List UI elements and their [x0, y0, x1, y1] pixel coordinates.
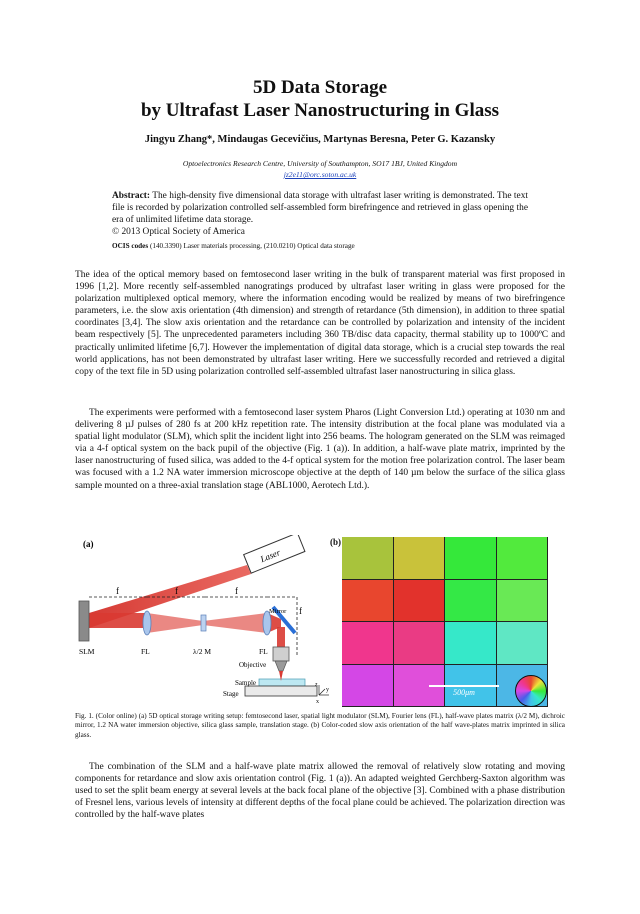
stage-label: Stage — [223, 690, 239, 698]
figure-1a-setup — [75, 535, 335, 710]
abstract-text: The high-density five dimensional data storage with ultrafast laser writing is demonstrated. The text file is recorded by polarization controlled self-assembled form birefringence and retrieved in glass opening the era of unlimited lifetime data storage. — [112, 191, 528, 225]
axis-z: z — [315, 682, 318, 688]
slm-element — [79, 601, 89, 641]
ocis-text: (140.3390) Laser materials processing, (210.0210) Optical data storage — [149, 242, 355, 250]
half-wave-plate-matrix — [201, 615, 206, 631]
body-paragraph-3: The combination of the SLM and a half-wave plate matrix allowed the removal of relatively slow rotating and moving components for retardance and slow axis orientation control (Fig. 1 (a)). An adapted weighted Gerchberg-Saxton algorithm was used to set the split beam energy at several levels at the back focal plane of the objective [3]. Combined with a phase distribution of Fresnel lens, various levels of intensity at different depths of the focal plane could be achieved. The polarization direction was controlled by the half-wave plates — [75, 762, 565, 821]
copyright: © 2013 Optical Society of America — [112, 227, 245, 237]
author-list: Jingyu Zhang*, Mindaugas Gecevičius, Martynas Beresna, Peter G. Kazansky — [144, 134, 496, 145]
slm-label: SLM — [79, 647, 95, 656]
half-wave-label: λ/2 M — [193, 647, 212, 656]
matrix-cell — [445, 537, 496, 579]
matrix-cell — [497, 537, 548, 579]
axis-x: x — [316, 699, 319, 705]
mirror-label: Mirror — [269, 608, 287, 615]
email-row — [0, 170, 640, 179]
beam-fan-1 — [147, 613, 203, 633]
abstract — [112, 190, 528, 238]
translation-stage — [245, 686, 317, 696]
matrix-cell — [342, 622, 393, 664]
scale-bar — [427, 685, 501, 697]
laser-label: Laser — [258, 547, 282, 565]
matrix-cell — [342, 537, 393, 579]
affiliation: Optoelectronics Research Centre, University of Southampton, SO17 1BJ, United Kingdom — [182, 159, 458, 168]
ocis-label: OCIS codes — [112, 242, 149, 250]
email-link[interactable]: jz2e11@orc.soton.ac.uk — [283, 170, 357, 179]
matrix-cell — [497, 580, 548, 622]
color-wheel-legend — [515, 675, 547, 707]
fl1-label: FL — [141, 647, 150, 656]
beam-fan-2 — [203, 613, 267, 633]
body-paragraph-2: The experiments were performed with a femtosecond laser system Pharos (Light Conversion Ltd.) operating at 1030 nm and delivering 8 µJ pulses of 280 fs at 200 kHz repetition rate. The intensity distribution at the focal plane was modulated via a spatial light modulator (SLM), which split the incident light into 256 beams. The hologram generated on the SLM was reimaged via a 4-f optical system on the back pupil of the objective (Fig. 1 (a)). In addition, a half-wave plate matrix, imprinted by the laser nanostructuring of fused silica, was added to the 4-f optical system for the motion free polarization control. The laser beam was focused with a 1.2 NA water immersion microscope objective at the depth of 140 µm below the surface of the silica glass sample mounted on a three-axial translation stage (ABL1000, Aerotech Ltd.). — [75, 408, 565, 491]
matrix-cell — [394, 622, 445, 664]
matrix-cell — [342, 665, 393, 707]
panel-b-label: (b) — [330, 537, 341, 547]
objective-lens — [273, 647, 289, 671]
matrix-cell — [342, 580, 393, 622]
f-label-3: f — [235, 586, 238, 596]
matrix-cell — [497, 622, 548, 664]
matrix-cell — [445, 580, 496, 622]
f-label-2: f — [175, 586, 178, 596]
beam-to-fl — [89, 613, 147, 628]
f-label-4: f — [299, 606, 302, 616]
fl2-label: FL — [259, 647, 268, 656]
matrix-cell — [445, 622, 496, 664]
f-label-1: f — [116, 586, 119, 596]
body-paragraph-1: The idea of the optical memory based on femtosecond laser writing in the bulk of transparent material was first proposed in 1996 [1,2]. More recently self-assembled nanogratings produced by ultrafast laser writing in glass were proposed for the polarization multiplexed optical memory, where the information encoding would be realized by means of two birefringence parameters, i.e. the slow axis orientation (4th dimension) and strength of retardance (5th dimension), in addition to three spatial coordinates [3,4]. The slow axis orientation and the retardance can be controlled by polarization and intensity of the incident beam respectively [5]. The unprecedented parameters including 360 TB/disc data capacity, thermal stability up to 1000ºC and practically unlimited lifetime [6,7]. However the implementation of digital data storage, which is a crucial step towards the real world applications, has not been demonstrated by ultrafast laser writing. Here we successfully recorded and retrieved a digital copy of the text file in 5D using polarization controlled self-assembled ultrafast laser nanostructuring in silica glass. — [75, 270, 565, 377]
figure-1-caption: Fig. 1. (Color online) (a) 5D optical storage writing setup: femtosecond laser, spatial light modulator (SLM), Fourier lens (FL), half-wave plates matrix (λ/2 M), dichroic mirror, 1.2 NA water immersion objective, silica glass sample, translation stage. (b) Color-coded slow axis orientation of the half wave-plates matrix imprinted in silica glass. — [75, 712, 565, 739]
abstract-label: Abstract: — [112, 191, 151, 201]
panel-a-label: (a) — [83, 539, 94, 549]
paper-title-line-1: 5D Data Storage — [252, 77, 388, 98]
figure-1 — [75, 535, 565, 710]
matrix-cell — [394, 537, 445, 579]
scale-bar-line — [429, 685, 499, 687]
laser-box — [244, 535, 305, 573]
fourier-lens-1 — [143, 611, 151, 635]
axis-y: y — [326, 687, 329, 693]
ocis-codes — [112, 242, 532, 250]
sample-label: Sample — [235, 679, 256, 687]
objective-label: Objective — [239, 661, 267, 669]
silica-sample — [259, 679, 305, 686]
scale-bar-label: 500μm — [453, 688, 475, 697]
matrix-cell — [394, 580, 445, 622]
paper-title-line-2: by Ultrafast Laser Nanostructuring in Glass — [140, 100, 500, 121]
